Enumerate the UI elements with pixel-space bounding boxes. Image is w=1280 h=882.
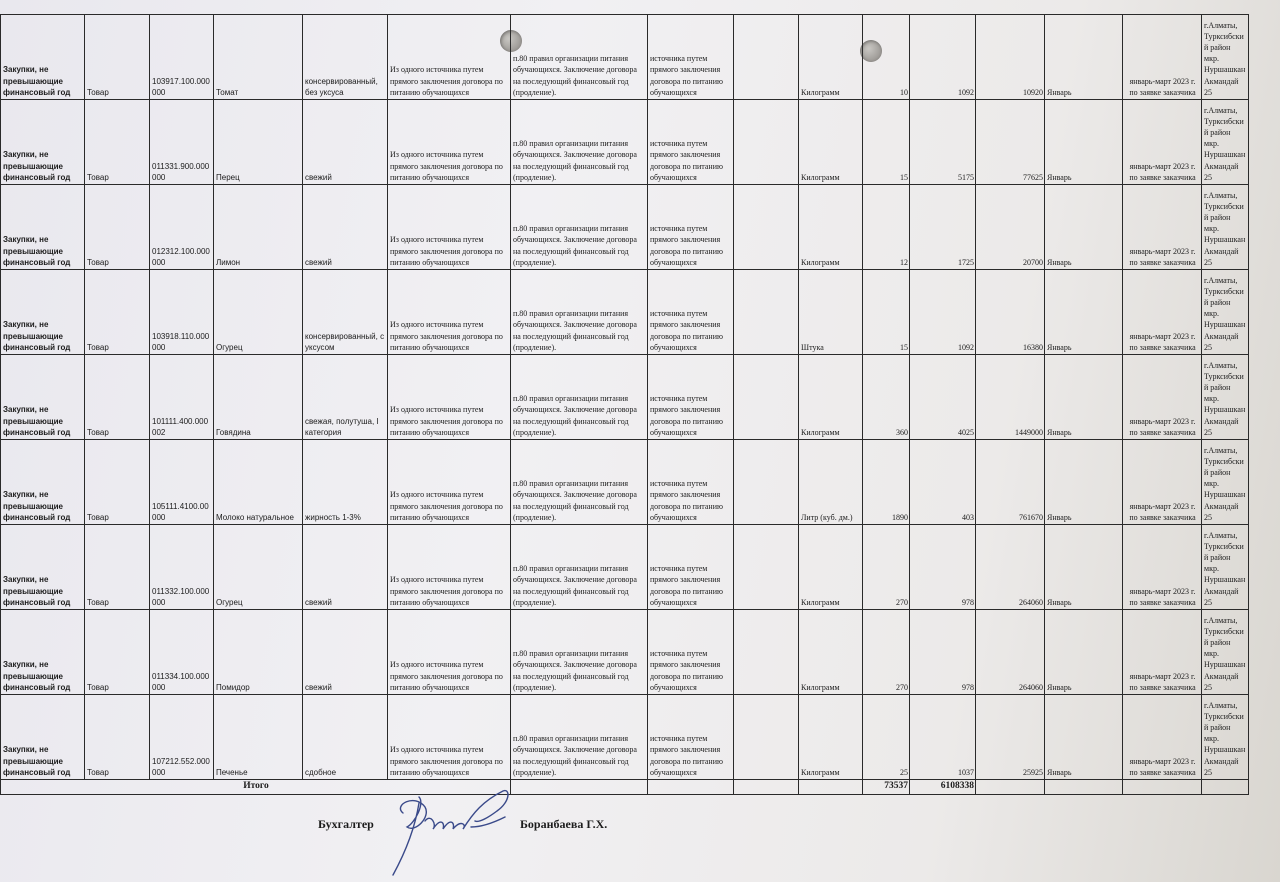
empty-cell	[799, 780, 863, 795]
empty-cell	[734, 525, 799, 610]
row-name-cell: Печенье	[214, 695, 303, 780]
row-code-cell: 011331.900.000000	[150, 100, 214, 185]
table-row	[1, 100, 1249, 185]
row-price-cell: 4025	[910, 355, 976, 440]
row-rule-cell: п.80 правил организации питания обучающихся. Заключение договора на последующий финансовый год (продление).	[511, 695, 648, 780]
row-period-cell: январь-март 2023 г. по заявке заказчика	[1123, 270, 1202, 355]
row-unit-cell: Килограмм	[799, 355, 863, 440]
procurement-table	[0, 14, 1249, 795]
row-rule-cell: п.80 правил организации питания обучающихся. Заключение договора на последующий финансовый год (продление).	[511, 185, 648, 270]
row-type-cell: Закупки, не превышающие финансовый год	[1, 610, 85, 695]
row-address-cell: г.Алматы, Турксибский район мкр. Нуршашкан Акмандай 25	[1202, 695, 1249, 780]
row-method-cell: Из одного источника путем прямого заключения договора по питанию обучающихся	[388, 525, 511, 610]
accountant-name: Боранбаева Г.Х.	[520, 817, 608, 831]
row-month-cell: Январь	[1045, 15, 1123, 100]
empty-cell	[1123, 780, 1202, 795]
row-source-cell: источника путем прямого заключения договора по питанию обучающихся	[648, 525, 734, 610]
row-type-cell: Закупки, не превышающие финансовый год	[1, 185, 85, 270]
row-unit-cell: Штука	[799, 270, 863, 355]
row-month-cell: Январь	[1045, 270, 1123, 355]
row-rule-cell: п.80 правил организации питания обучающихся. Заключение договора на последующий финансовый год (продление).	[511, 355, 648, 440]
row-code-cell: 105111.4100.00000	[150, 440, 214, 525]
total-row	[1, 780, 1249, 795]
empty-cell	[734, 695, 799, 780]
row-desc-cell: свежий	[303, 525, 388, 610]
row-desc-cell: консервированный, без уксуса	[303, 15, 388, 100]
row-kind-cell: Товар	[85, 695, 150, 780]
row-sum-cell: 264060	[976, 610, 1045, 695]
row-period-cell: январь-март 2023 г. по заявке заказчика	[1123, 15, 1202, 100]
row-method-cell: Из одного источника путем прямого заключения договора по питанию обучающихся	[388, 610, 511, 695]
row-kind-cell: Товар	[85, 100, 150, 185]
row-month-cell: Январь	[1045, 695, 1123, 780]
row-period-cell: январь-март 2023 г. по заявке заказчика	[1123, 100, 1202, 185]
row-qty-cell: 270	[863, 610, 910, 695]
row-kind-cell: Товар	[85, 270, 150, 355]
row-type-cell: Закупки, не превышающие финансовый год	[1, 15, 85, 100]
row-month-cell: Январь	[1045, 185, 1123, 270]
row-desc-cell: сдобное	[303, 695, 388, 780]
row-sum-cell: 16380	[976, 270, 1045, 355]
empty-cell	[734, 610, 799, 695]
row-qty-cell: 1890	[863, 440, 910, 525]
row-rule-cell: п.80 правил организации питания обучающихся. Заключение договора на последующий финансовый год (продление).	[511, 610, 648, 695]
row-name-cell: Томат	[214, 15, 303, 100]
row-period-cell: январь-март 2023 г. по заявке заказчика	[1123, 610, 1202, 695]
empty-cell	[648, 780, 734, 795]
row-code-cell: 012312.100.000000	[150, 185, 214, 270]
row-month-cell: Январь	[1045, 355, 1123, 440]
row-type-cell: Закупки, не превышающие финансовый год	[1, 440, 85, 525]
row-name-cell: Огурец	[214, 270, 303, 355]
row-period-cell: январь-март 2023 г. по заявке заказчика	[1123, 525, 1202, 610]
row-desc-cell: свежий	[303, 100, 388, 185]
row-sum-cell: 264060	[976, 525, 1045, 610]
row-desc-cell: жирность 1-3%	[303, 440, 388, 525]
empty-cell	[734, 440, 799, 525]
row-unit-cell: Килограмм	[799, 185, 863, 270]
row-unit-cell: Килограмм	[799, 525, 863, 610]
row-qty-cell: 10	[863, 15, 910, 100]
table-row	[1, 355, 1249, 440]
empty-cell	[734, 185, 799, 270]
empty-cell	[976, 780, 1045, 795]
table-row	[1, 440, 1249, 525]
row-code-cell: 103917.100.000000	[150, 15, 214, 100]
row-kind-cell: Товар	[85, 525, 150, 610]
row-sum-cell: 20700	[976, 185, 1045, 270]
row-name-cell: Лимон	[214, 185, 303, 270]
row-month-cell: Январь	[1045, 610, 1123, 695]
row-method-cell: Из одного источника путем прямого заключения договора по питанию обучающихся	[388, 440, 511, 525]
row-qty-cell: 15	[863, 270, 910, 355]
row-sum-cell: 25925	[976, 695, 1045, 780]
row-address-cell: г.Алматы, Турксибский район мкр. Нуршашкан Акмандай 25	[1202, 355, 1249, 440]
row-qty-cell: 360	[863, 355, 910, 440]
row-price-cell: 403	[910, 440, 976, 525]
table-row	[1, 525, 1249, 610]
row-method-cell: Из одного источника путем прямого заключения договора по питанию обучающихся	[388, 185, 511, 270]
row-unit-cell: Килограмм	[799, 695, 863, 780]
accountant-label: Бухгалтер	[318, 817, 374, 831]
row-price-cell: 1725	[910, 185, 976, 270]
row-kind-cell: Товар	[85, 15, 150, 100]
row-address-cell: г.Алматы, Турксибский район мкр. Нуршашкан Акмандай 25	[1202, 270, 1249, 355]
row-name-cell: Говядина	[214, 355, 303, 440]
row-unit-cell: Килограмм	[799, 610, 863, 695]
empty-cell	[734, 270, 799, 355]
row-address-cell: г.Алматы, Турксибский район мкр. Нуршашкан Акмандай 25	[1202, 185, 1249, 270]
row-address-cell: г.Алматы, Турксибский район мкр. Нуршашкан Акмандай 25	[1202, 610, 1249, 695]
row-kind-cell: Товар	[85, 610, 150, 695]
row-desc-cell: свежая, полутуша, I категория	[303, 355, 388, 440]
row-period-cell: январь-март 2023 г. по заявке заказчика	[1123, 185, 1202, 270]
row-address-cell: г.Алматы, Турксибский район мкр. Нуршашкан Акмандай 25	[1202, 525, 1249, 610]
row-price-cell: 5175	[910, 100, 976, 185]
row-price-cell: 1092	[910, 270, 976, 355]
row-desc-cell: консервированный, с уксусом	[303, 270, 388, 355]
row-method-cell: Из одного источника путем прямого заключения договора по питанию обучающихся	[388, 100, 511, 185]
row-sum-cell: 761670	[976, 440, 1045, 525]
row-method-cell: Из одного источника путем прямого заключения договора по питанию обучающихся	[388, 355, 511, 440]
empty-cell	[1045, 780, 1123, 795]
row-rule-cell: п.80 правил организации питания обучающихся. Заключение договора на последующий финансовый год (продление).	[511, 440, 648, 525]
row-sum-cell: 77625	[976, 100, 1045, 185]
row-price-cell: 1037	[910, 695, 976, 780]
empty-cell	[734, 15, 799, 100]
row-month-cell: Январь	[1045, 440, 1123, 525]
row-kind-cell: Товар	[85, 355, 150, 440]
row-source-cell: источника путем прямого заключения договора по питанию обучающихся	[648, 15, 734, 100]
row-period-cell: январь-март 2023 г. по заявке заказчика	[1123, 355, 1202, 440]
row-code-cell: 011332.100.000000	[150, 525, 214, 610]
row-price-cell: 978	[910, 525, 976, 610]
row-method-cell: Из одного источника путем прямого заключения договора по питанию обучающихся	[388, 15, 511, 100]
row-month-cell: Январь	[1045, 525, 1123, 610]
row-source-cell: источника путем прямого заключения договора по питанию обучающихся	[648, 695, 734, 780]
row-desc-cell: свежий	[303, 185, 388, 270]
row-kind-cell: Товар	[85, 440, 150, 525]
empty-cell	[511, 780, 648, 795]
row-period-cell: январь-март 2023 г. по заявке заказчика	[1123, 440, 1202, 525]
row-sum-cell: 1449000	[976, 355, 1045, 440]
row-name-cell: Молоко натуральное	[214, 440, 303, 525]
table-row	[1, 695, 1249, 780]
row-qty-cell: 25	[863, 695, 910, 780]
row-month-cell: Январь	[1045, 100, 1123, 185]
row-address-cell: г.Алматы, Турксибский район мкр. Нуршашкан Акмандай 25	[1202, 440, 1249, 525]
row-name-cell: Перец	[214, 100, 303, 185]
row-code-cell: 107212.552.000000	[150, 695, 214, 780]
total-sum: 6108338	[910, 780, 976, 795]
row-qty-cell: 12	[863, 185, 910, 270]
row-rule-cell: п.80 правил организации питания обучающихся. Заключение договора на последующий финансовый год (продление).	[511, 15, 648, 100]
row-rule-cell: п.80 правил организации питания обучающихся. Заключение договора на последующий финансовый год (продление).	[511, 270, 648, 355]
row-address-cell: г.Алматы, Турксибский район мкр. Нуршашкан Акмандай 25	[1202, 100, 1249, 185]
row-type-cell: Закупки, не превышающие финансовый год	[1, 695, 85, 780]
empty-cell	[734, 355, 799, 440]
row-source-cell: источника путем прямого заключения договора по питанию обучающихся	[648, 355, 734, 440]
total-label: Итого	[1, 780, 511, 795]
row-qty-cell: 270	[863, 525, 910, 610]
row-source-cell: источника путем прямого заключения договора по питанию обучающихся	[648, 100, 734, 185]
row-type-cell: Закупки, не превышающие финансовый год	[1, 525, 85, 610]
row-kind-cell: Товар	[85, 185, 150, 270]
row-qty-cell: 15	[863, 100, 910, 185]
row-name-cell: Помидор	[214, 610, 303, 695]
row-address-cell: г.Алматы, Турксибский район мкр. Нуршашкан Акмандай 25	[1202, 15, 1249, 100]
row-sum-cell: 10920	[976, 15, 1045, 100]
row-price-cell: 1092	[910, 15, 976, 100]
row-period-cell: январь-март 2023 г. по заявке заказчика	[1123, 695, 1202, 780]
row-type-cell: Закупки, не превышающие финансовый год	[1, 270, 85, 355]
row-method-cell: Из одного источника путем прямого заключения договора по питанию обучающихся	[388, 270, 511, 355]
signature-image	[385, 783, 515, 878]
table-row	[1, 610, 1249, 695]
empty-cell	[734, 100, 799, 185]
empty-cell	[1202, 780, 1249, 795]
row-unit-cell: Килограмм	[799, 15, 863, 100]
table-row	[1, 15, 1249, 100]
row-type-cell: Закупки, не превышающие финансовый год	[1, 355, 85, 440]
row-code-cell: 103918.110.000000	[150, 270, 214, 355]
row-source-cell: источника путем прямого заключения договора по питанию обучающихся	[648, 440, 734, 525]
row-code-cell: 101111.400.000002	[150, 355, 214, 440]
total-price: 73537	[863, 780, 910, 795]
table-row	[1, 185, 1249, 270]
row-unit-cell: Килограмм	[799, 100, 863, 185]
row-source-cell: источника путем прямого заключения договора по питанию обучающихся	[648, 610, 734, 695]
row-desc-cell: свежий	[303, 610, 388, 695]
row-name-cell: Огурец	[214, 525, 303, 610]
row-rule-cell: п.80 правил организации питания обучающихся. Заключение договора на последующий финансовый год (продление).	[511, 100, 648, 185]
row-code-cell: 011334.100.000000	[150, 610, 214, 695]
row-source-cell: источника путем прямого заключения договора по питанию обучающихся	[648, 185, 734, 270]
row-price-cell: 978	[910, 610, 976, 695]
row-rule-cell: п.80 правил организации питания обучающихся. Заключение договора на последующий финансовый год (продление).	[511, 525, 648, 610]
table-row	[1, 270, 1249, 355]
empty-cell	[734, 780, 799, 795]
row-method-cell: Из одного источника путем прямого заключения договора по питанию обучающихся	[388, 695, 511, 780]
row-source-cell: источника путем прямого заключения договора по питанию обучающихся	[648, 270, 734, 355]
row-type-cell: Закупки, не превышающие финансовый год	[1, 100, 85, 185]
table-body	[1, 15, 1249, 780]
row-unit-cell: Литр (куб. дм.)	[799, 440, 863, 525]
